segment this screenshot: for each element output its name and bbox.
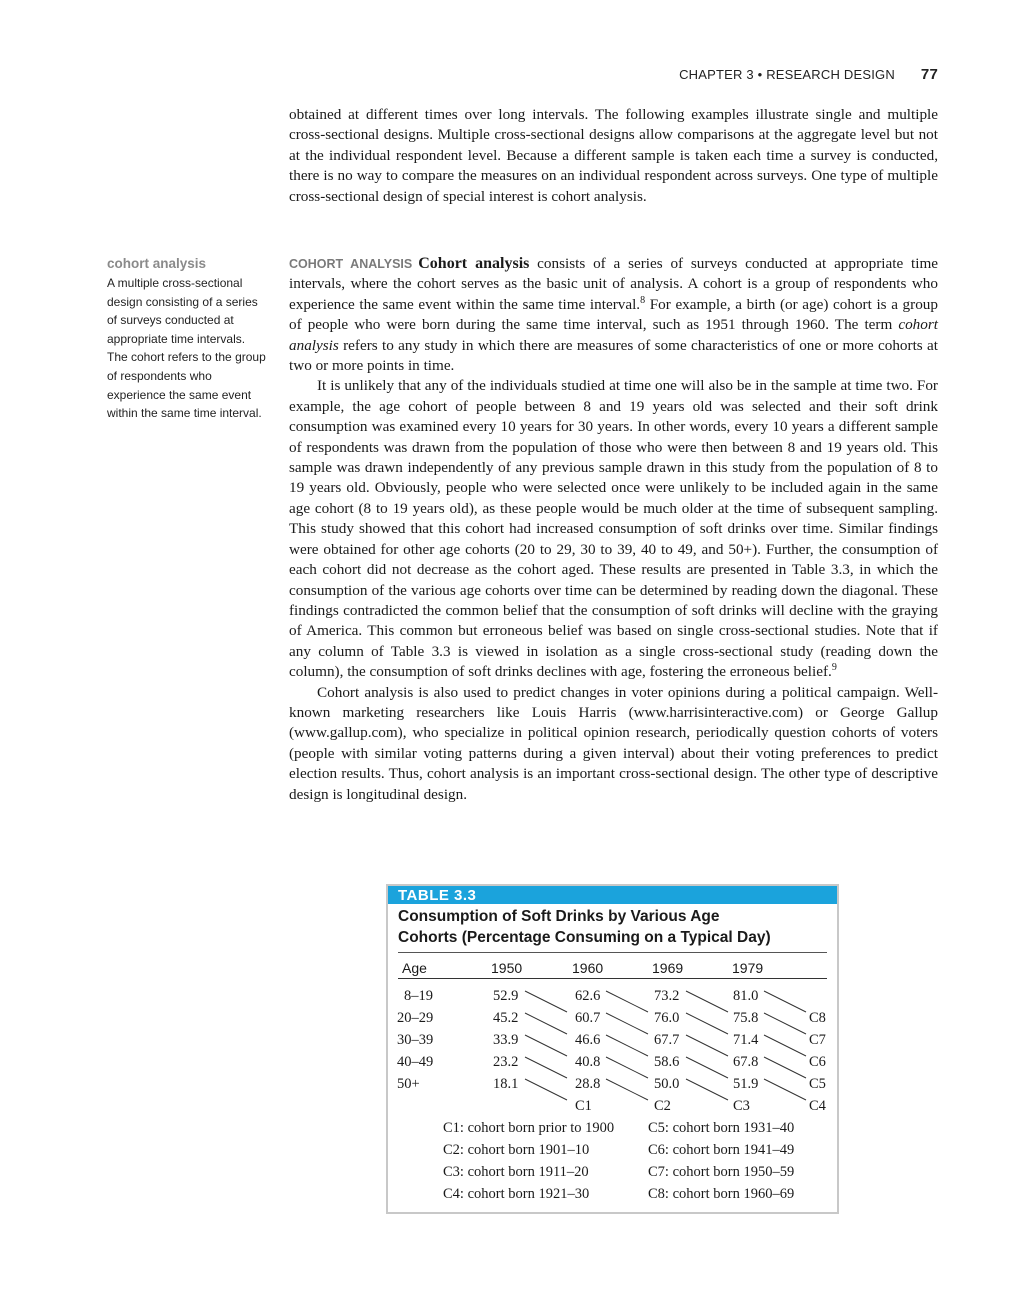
diagonal-line bbox=[764, 1057, 806, 1078]
value-cell: 46.6 bbox=[575, 1032, 601, 1048]
diagonal-line bbox=[606, 1013, 648, 1034]
col-header-year: 1960 bbox=[572, 960, 604, 976]
value-cell: 45.2 bbox=[493, 1010, 519, 1026]
diagonal-line bbox=[764, 1013, 806, 1034]
value-cell: 23.2 bbox=[493, 1054, 519, 1070]
table-3-3 bbox=[386, 884, 839, 1214]
intro-paragraph-block bbox=[289, 105, 938, 207]
age-cell: 40–49 bbox=[397, 1054, 434, 1070]
value-cell: 50.0 bbox=[654, 1076, 680, 1092]
col-header-year: 1979 bbox=[732, 960, 764, 976]
table-title-line-1: Consumption of Soft Drinks by Various Age bbox=[398, 908, 720, 925]
table-label: TABLE 3.3 bbox=[388, 886, 837, 904]
value-cell: 28.8 bbox=[575, 1076, 601, 1092]
section-term: Cohort analysis bbox=[418, 255, 530, 272]
cohort-tag: C7 bbox=[809, 1032, 826, 1048]
cohort-analysis-section bbox=[289, 254, 938, 805]
cohort-tag: C8 bbox=[809, 1010, 826, 1026]
value-cell: 51.9 bbox=[733, 1076, 759, 1092]
margin-glossary-note bbox=[107, 254, 267, 423]
diagonal-line bbox=[686, 991, 728, 1012]
section-paragraph-3: Cohort analysis is also used to predict changes in voter opinions during a political campaign. Well-known marketing researchers like Louis Harris (www.harrisinteractive.com) or George Gallup (www.gallup.com), who specialize in political opinion research, periodically question cohorts of voters (people with similar voting patterns during a given interval) about their voting preferences to predict election results. Thus, cohort analysis is an important cross-sectional design. The other type of descriptive design is longitudinal design. bbox=[289, 683, 938, 803]
section-heading: COHORT ANALYSIS bbox=[289, 257, 413, 271]
margin-term: cohort analysis bbox=[107, 256, 207, 271]
diagonal-line bbox=[686, 1057, 728, 1078]
section-paragraph-2 bbox=[289, 376, 938, 682]
intro-paragraph: obtained at different times over long intervals. The following examples illustrate single and multiple cross-sectional designs. Multiple cross-sectional designs allow comparisons at the aggregate level but not at the individual respondent level. Because a different sample is taken each time a survey is conducted, there is no way to compare the measures on an individual respondent across surveys. One type of multiple cross-sectional design of special interest is cohort analysis. bbox=[289, 106, 938, 205]
col-header-year: 1950 bbox=[491, 960, 523, 976]
legend-entry: C2: cohort born 1901–10 bbox=[443, 1142, 590, 1158]
legend-entry: C5: cohort born 1931–40 bbox=[648, 1120, 795, 1136]
value-cell: 75.8 bbox=[733, 1010, 759, 1026]
age-cell: 30–39 bbox=[397, 1032, 434, 1048]
p1-text-a: consists of a series of surveys conducted at appropriate time intervals, where the cohort serves as the basic unit of analysis. A cohort is a group of respondents who experience the same event within the same time interval. bbox=[289, 255, 939, 313]
age-cell: 8–19 bbox=[404, 988, 433, 1004]
diagonal-line bbox=[525, 991, 567, 1012]
diagonal-line bbox=[525, 1057, 567, 1078]
value-cell: 60.7 bbox=[575, 1010, 601, 1026]
col-header-year: 1969 bbox=[652, 960, 684, 976]
p2-text: It is unlikely that any of the individuals studied at time one will also be in the sample at time two. For example, the age cohort of people between 8 and 19 years old was selected and their soft drink consumption was examined every 10 years for 30 years. In other words, every 10 years a different sample of respondents was drawn from the population of those who were then between 8 and 19 years old. This sample was drawn independently of any previous sample drawn in this study from the population of 8 to 19 years old. Obviously, people who were selected once were unlikely to be included again in the same age cohort (8 to 19 years old), as these people would be much older at the time of subsequent sampling. This study showed that this cohort had increased consumption of soft drinks over time. Similar findings were obtained for other age cohorts (20 to 29, 30 to 39, 40 to 49, and 50+). Further, the consumption of each cohort did not decrease as the cohort aged. These results are presented in Table 3.3, in which the consumption of the various age cohorts over time can be determined by reading down the diagonal. These findings contradicted the common belief that the consumption of soft drinks will decline with the graying of America. This common but erroneous belief was based on single cross-sectional studies. Note that if any column of Table 3.3 is viewed in isolation as a single cross-sectional study (reading down the column), the consumption of soft drinks declines with age, fostering the erroneous belief. bbox=[289, 377, 938, 681]
section-paragraph-1 bbox=[289, 254, 938, 376]
diagonal-line bbox=[606, 1035, 648, 1056]
p1-text-b: For example, a birth (or age) cohort is a group of people who were born during the same time interval, such as 1951 through 1960. The term bbox=[289, 295, 938, 334]
legend-entry: C4: cohort born 1921–30 bbox=[443, 1186, 590, 1202]
legend-entry: C6: cohort born 1941–49 bbox=[648, 1142, 795, 1158]
value-cell: 81.0 bbox=[733, 988, 759, 1004]
running-head-text: CHAPTER 3 • RESEARCH DESIGN bbox=[679, 67, 895, 82]
p1-italic-term: cohort analysis bbox=[289, 316, 938, 354]
value-cell: 73.2 bbox=[654, 988, 680, 1004]
value-cell: 67.7 bbox=[654, 1032, 680, 1048]
table-title-line-2: Cohorts (Percentage Consuming on a Typical Day) bbox=[398, 929, 771, 946]
diagonal-line bbox=[525, 1013, 567, 1034]
legend-entry: C7: cohort born 1950–59 bbox=[648, 1164, 795, 1180]
diagonal-line bbox=[525, 1035, 567, 1056]
margin-definition: A multiple cross-sectional design consisting of a series of surveys conducted at appropriate time intervals. The cohort refers to the group of respondents who experience the same event within the same time interval. bbox=[107, 276, 266, 421]
cohort-tag: C6 bbox=[809, 1054, 826, 1070]
cohort-tag: C1 bbox=[575, 1098, 592, 1114]
age-cell: 20–29 bbox=[397, 1010, 434, 1026]
footnote-ref-9: 9 bbox=[831, 662, 837, 674]
diagonal-line bbox=[606, 991, 648, 1012]
value-cell: 18.1 bbox=[493, 1076, 519, 1092]
running-header bbox=[600, 66, 938, 83]
cohort-tag: C3 bbox=[733, 1098, 750, 1114]
footnote-ref-8: 8 bbox=[640, 294, 646, 306]
value-cell: 71.4 bbox=[733, 1032, 759, 1048]
legend-entry: C3: cohort born 1911–20 bbox=[443, 1164, 589, 1180]
cohort-tag: C4 bbox=[809, 1098, 826, 1114]
legend-entry: C1: cohort born prior to 1900 bbox=[443, 1120, 615, 1136]
value-cell: 33.9 bbox=[493, 1032, 519, 1048]
diagonal-line bbox=[606, 1079, 648, 1100]
cohort-tag: C5 bbox=[809, 1076, 826, 1092]
diagonal-line bbox=[686, 1013, 728, 1034]
p1-text-c: refers to any study in which there are measures of some characteristics of one or more cohorts at two or more points in time. bbox=[289, 336, 938, 375]
value-cell: 67.8 bbox=[733, 1054, 759, 1070]
diagonal-line bbox=[686, 1035, 728, 1056]
value-cell: 40.8 bbox=[575, 1054, 601, 1070]
diagonal-line bbox=[764, 991, 806, 1012]
value-cell: 76.0 bbox=[654, 1010, 680, 1026]
cohort-tag: C2 bbox=[654, 1098, 671, 1114]
legend-entry: C8: cohort born 1960–69 bbox=[648, 1186, 795, 1202]
diagonal-line bbox=[525, 1079, 567, 1100]
age-cell: 50+ bbox=[397, 1076, 420, 1092]
diagonal-line bbox=[686, 1079, 728, 1100]
value-cell: 52.9 bbox=[493, 988, 519, 1004]
diagonal-line bbox=[606, 1057, 648, 1078]
value-cell: 62.6 bbox=[575, 988, 601, 1004]
value-cell: 58.6 bbox=[654, 1054, 680, 1070]
col-header-age: Age bbox=[402, 960, 427, 976]
page-number: 77 bbox=[920, 66, 938, 83]
diagonal-line bbox=[764, 1079, 806, 1100]
diagonal-line bbox=[764, 1035, 806, 1056]
